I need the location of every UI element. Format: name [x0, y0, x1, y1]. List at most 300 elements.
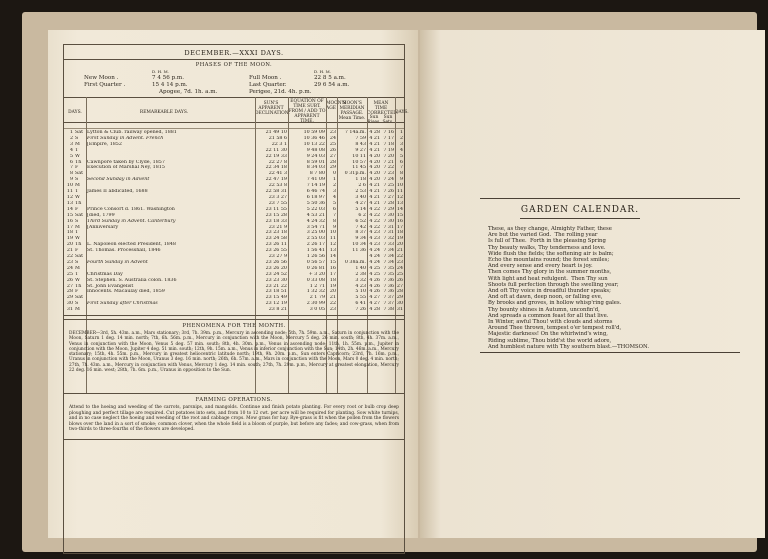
day-number-right: 24 [396, 265, 403, 271]
weekday: S [75, 259, 79, 265]
right-page [420, 30, 765, 538]
equation: 2 30 99 [306, 301, 325, 307]
header-sun-rises: Sun Rises. [367, 115, 381, 125]
remarkable-day: Innocents. Macaulay died, 1859 [87, 289, 165, 295]
sun-sets: 7 31 [383, 224, 394, 230]
sun-rises: 4 28 [369, 307, 380, 313]
weekday: Th [75, 242, 82, 248]
divider [64, 315, 404, 316]
meridian-passage: 8 37 [355, 230, 366, 236]
moon-age: 21 [329, 295, 336, 301]
meridian-passage: 5 14 [355, 206, 366, 212]
equation: 2 1 79 [309, 295, 325, 301]
remarkable-day: Fourth Sunday in Advent [87, 259, 148, 265]
equation: 1 56 41 [306, 248, 325, 254]
header-equation: EQUATION OF TIME SUBT. FROM / ADD TO APPARENT TIME. [288, 99, 326, 124]
header-sun-sets: Sun Sets. [382, 115, 394, 125]
day-number-right: 8 [399, 171, 403, 177]
sun-rises: 4 22 [369, 206, 380, 212]
declination: 22 11 30 [265, 147, 287, 153]
equation: 3 25 00 [306, 230, 325, 236]
left-page [48, 30, 418, 538]
declination: 23 11 55 [265, 206, 287, 212]
day-number: 1 [69, 130, 73, 135]
sun-sets: 7 29 [383, 206, 394, 212]
weekday: Th [75, 159, 82, 165]
poem-line: And humblest nature with Thy southern blast.—THOMSON. [488, 343, 649, 350]
equation: 3 54 71 [306, 224, 325, 230]
equation: 1 32 32 [306, 289, 325, 295]
dhm-label-right: D. H. M. [314, 69, 332, 74]
equation: 8 7 80 [309, 171, 325, 177]
weekday: S [75, 218, 79, 224]
day-number-right: 11 [396, 189, 403, 195]
sun-sets: 7 38 [383, 307, 394, 313]
day-number-right: 26 [396, 277, 403, 283]
day-number-right: 19 [396, 236, 403, 242]
weekday: F [75, 206, 79, 212]
day-number-right: 16 [396, 218, 403, 224]
meridian-passage: 10 34 [352, 242, 366, 248]
declination: 22 3 1 [271, 141, 287, 147]
equation: 5 50 36 [306, 200, 325, 206]
divider [64, 122, 404, 123]
declination: 23 3 27 [268, 194, 287, 200]
weekday: S [75, 177, 79, 183]
sun-sets: 7 16 [383, 130, 394, 135]
day-number: 15 [66, 212, 73, 218]
equation: 10 13 22 [303, 141, 325, 147]
sun-sets: 7 30 [383, 218, 394, 224]
declination: 22 27 8 [268, 159, 287, 165]
day-number-right: 5 [399, 153, 403, 159]
weekday: F [75, 289, 79, 295]
calendar-frame [63, 44, 409, 554]
book [22, 12, 757, 552]
poem-line: These, as they change, Almighty Father, these [488, 226, 612, 232]
meridian-passage: 10 57 [352, 159, 366, 165]
moon-age: 3 [332, 189, 336, 195]
day-number: 26 [66, 277, 73, 283]
sun-sets: 7 21 [383, 159, 394, 165]
declination: 23 26 55 [265, 248, 287, 254]
weekday: Sat [75, 212, 84, 218]
sun-sets: 7 24 [383, 177, 394, 183]
moon-age: 5 [332, 200, 336, 206]
declination: 23 23 18 [265, 230, 287, 236]
declination: 23 7 55 [268, 200, 287, 206]
declination: 21 58 6 [268, 135, 287, 141]
phases-title: PHASES OF THE MOON. [195, 62, 273, 68]
moon-age: 4 [332, 194, 336, 200]
remarkable-day: [died, 1799 [87, 212, 115, 218]
equation: 8 34 03 [306, 165, 325, 171]
remarkable-day: Third Sunday in Advent. Canterbury [87, 218, 176, 224]
equation: 4 53 21 [306, 212, 325, 218]
day-number: 7 [69, 165, 73, 171]
sun-rises: 4 26 [369, 289, 380, 295]
sun-rises: 4 21 [369, 141, 380, 147]
weekday: W [75, 236, 80, 242]
sun-sets: 7 36 [383, 277, 394, 283]
sun-sets: 7 19 [383, 147, 394, 153]
day-number: 10 [66, 183, 73, 189]
day-number: 4 [69, 147, 73, 153]
meridian-passage: 0 31p.m. [344, 171, 366, 177]
remarkable-day: James II abdicated, 1688 [87, 189, 148, 195]
meridian-passage: 5 55 [355, 295, 366, 301]
declination: 23 8 21 [268, 307, 287, 313]
equation: 0 33 08 [306, 277, 325, 283]
header-remarkable-days: REMARKABLE DAYS. [139, 110, 189, 115]
moon-age: 9 [332, 224, 336, 230]
sun-rises: 4 25 [369, 265, 380, 271]
day-number: 8 [69, 171, 73, 177]
meridian-passage: 3 40 [355, 194, 366, 200]
sun-rises: 4 20 [369, 165, 380, 171]
farming-text: Attend to the hoeing and weeding of the carrots, parsnips, and mangolds. Continue and finish potato planting. For every root or bulb crop deep ploughing and perfect tillage are required. Cut potatoes into sets, and from 10 to 12 cwt. per acre will be required for planting. Sow white turnips, and in no case neglect the hoeing and weeding of the root and cabbage crops. Mow grass for hay. Rye-grass is fit when the pollen from the flowers blows over the land in a sort of smoke; common clover, when the whole field is a bloom of purple, but before any fades; and cow-grass, when from two-thirds to three-fourths of the flowers are developed. [69, 405, 399, 432]
meridian-passage: 9 34 [355, 236, 366, 242]
equation: 1 2 71 [309, 283, 325, 289]
equation: 4 24 32 [306, 218, 325, 224]
day-number: 11 [66, 189, 73, 195]
day-number: 30 [66, 301, 73, 307]
moon-age: 13 [329, 248, 336, 254]
dhm-label-left: D. H. M. [152, 69, 170, 74]
day-number-right: 20 [396, 242, 403, 248]
poem-line: By brooks and groves, in hollow whisp'ring gales. [488, 300, 622, 307]
declination: 23 15 49 [265, 295, 287, 301]
header-days: DAYS. [68, 110, 82, 115]
day-number-right: 27 [396, 283, 403, 289]
sun-rises: 4 21 [369, 194, 380, 200]
calendar-row [64, 307, 404, 313]
garden-title-rule [520, 218, 640, 219]
day-number-right: 23 [396, 259, 403, 265]
moon-age: 12 [329, 242, 336, 248]
equation: 7 14 19 [306, 183, 325, 189]
sun-sets: 7 33 [383, 242, 394, 248]
day-number: 18 [66, 230, 73, 236]
moon-age: 2 [332, 183, 336, 189]
sun-sets: 7 37 [383, 301, 394, 307]
sun-sets: 7 18 [383, 141, 394, 147]
remarkable-day: Christmas Day [87, 271, 123, 277]
day-number-right: 1 [399, 130, 403, 135]
meridian-passage: 1 40 [355, 265, 366, 271]
sun-rises: 4 27 [369, 301, 380, 307]
day-number: 23 [66, 259, 73, 265]
moon-age: 10 [329, 230, 336, 236]
remarkable-day: Second Sunday in Advent [87, 177, 150, 183]
remarkable-day: Prince Consort d. 1861. Washington [87, 206, 175, 212]
moon-age: 7 [332, 212, 336, 218]
day-number-right: 17 [396, 224, 403, 230]
moon-age: 1 [332, 177, 336, 183]
equation: 5 22 03 [306, 206, 325, 212]
sun-rises: 4 26 [369, 283, 380, 289]
weekday: S [75, 301, 79, 307]
equation: 10 59 09 [303, 130, 325, 135]
weekday: T [75, 230, 79, 236]
sun-rises: 4 23 [369, 230, 380, 236]
sun-sets: 7 27 [383, 194, 394, 200]
day-number: 9 [69, 177, 73, 183]
equation: 6 46 74 [306, 189, 325, 195]
moon-age: 22 [329, 301, 336, 307]
sun-sets: 7 22 [383, 165, 394, 171]
moon-age: 20 [329, 289, 336, 295]
moon-age: 11 [329, 236, 336, 242]
day-number: 20 [66, 242, 73, 248]
moon-age: 8 [332, 218, 336, 224]
equation: 0 56 57 [306, 259, 325, 265]
remarkable-day: [Empire, 1852 [87, 141, 122, 147]
weekday: T [75, 147, 79, 153]
weekday: F [75, 248, 79, 254]
day-number: 12 [66, 194, 73, 200]
moon-age: 14 [329, 254, 336, 260]
moon-age: 19 [329, 283, 336, 289]
day-number: 5 [69, 153, 73, 159]
sun-sets: 7 34 [383, 254, 394, 260]
equation: 0 26 81 [306, 265, 325, 271]
declination: 23 18 33 [265, 218, 287, 224]
equation: 7 41 09 [306, 177, 325, 183]
day-number-right: 7 [399, 165, 403, 171]
sun-rises: 4 25 [369, 271, 380, 277]
farming-title: FARMING OPERATIONS. [195, 397, 273, 403]
equation: 2 55 03 [306, 236, 325, 242]
weekday: Th [75, 283, 82, 289]
day-number: 21 [66, 248, 73, 254]
phase-label: Last Quarter. [249, 82, 287, 88]
day-number: 17 [66, 224, 73, 230]
declination: 22 53 8 [268, 183, 287, 189]
moon-age: 16 [329, 265, 336, 271]
sun-sets: 7 36 [383, 289, 394, 295]
declination: 23 26 56 [265, 259, 287, 265]
header-days-right: DAYS. [395, 110, 409, 115]
day-number: 27 [66, 283, 73, 289]
day-number-right: 9 [399, 177, 403, 183]
divider [64, 439, 404, 440]
day-number-right: 6 [399, 159, 403, 165]
sun-sets: 7 37 [383, 295, 394, 301]
poem-line: Then comes Thy glory in the summer months, [488, 269, 612, 276]
phase-value: 29 6 54 a.m. [314, 82, 350, 88]
poem-line: Wide flush the fields; the softening air is balm; [488, 250, 614, 257]
moon-age: 18 [329, 277, 336, 283]
phase-label: First Quarter . [84, 82, 126, 88]
poem-line: Are but the varied God. The rolling year [488, 232, 598, 239]
phase-value: 22 8 5 a.m. [314, 75, 346, 81]
declination: 21 49 10 [265, 130, 287, 135]
sun-sets: 7 26 [383, 189, 394, 195]
equation: 9 24 03 [306, 153, 325, 159]
poem-line: With light and heat refulgent. Then Thy sun [488, 275, 608, 282]
sun-sets: 7 31 [383, 230, 394, 236]
poem-line: Around Thee thrown, tempest o'er tempest roll'd, [488, 325, 622, 332]
remarkable-day: Cawnpore taken by Clyde, 1857 [87, 159, 165, 165]
meridian-passage: 7 14a.m. [344, 130, 366, 135]
day-number: 3 [69, 141, 73, 147]
poem-line: Shoots full perfection through the swelling year; [488, 281, 619, 288]
moon-age: 24 [329, 135, 336, 141]
day-number-right: 21 [396, 248, 403, 254]
weekday: M [75, 183, 80, 189]
moon-age: 23 [329, 307, 336, 313]
sun-rises: 4 28 [369, 130, 380, 135]
sun-sets: 7 23 [383, 171, 394, 177]
remarkable-day: First Sunday in Advent. French [87, 135, 164, 141]
weekday: S [75, 135, 79, 141]
sun-rises: 4 22 [369, 218, 380, 224]
weekday: M [75, 265, 80, 271]
weekday: Th [75, 200, 82, 206]
moon-age: 0 [332, 171, 336, 177]
sun-rises: 4 27 [369, 295, 380, 301]
poem-line: Riding sublime, Thou bidd'st the world adore, [488, 337, 612, 344]
calendar-table [64, 130, 404, 313]
poem-line: Thy bounty shines in Autumn, unconfin'd, [488, 306, 600, 313]
sun-rises: 4 21 [369, 147, 380, 153]
phase-label: Full Moon . [249, 75, 282, 81]
apogee: Apogee, 7d. 1h. a.m. [159, 89, 218, 95]
sun-rises: 4 22 [369, 212, 380, 218]
meridian-passage: 11 45 [352, 165, 366, 171]
declination: 23 15 28 [265, 212, 287, 218]
sun-rises: 4 20 [369, 153, 380, 159]
meridian-passage: 2 53 [355, 189, 366, 195]
day-number-right: 22 [396, 254, 403, 260]
moon-age: 6 [332, 206, 336, 212]
day-number: 29 [66, 295, 73, 301]
poem [488, 226, 649, 350]
weekday: Sat [75, 130, 84, 135]
sun-rises: 4 21 [369, 189, 380, 195]
weekday: T [75, 271, 79, 277]
month-title: DECEMBER.—XXXI DAYS. [184, 49, 284, 57]
sun-rises: 4 21 [369, 183, 380, 189]
day-number-right: 18 [396, 230, 403, 236]
phase-value: 7 4 56 p.m. [152, 75, 185, 81]
day-number-right: 2 [399, 135, 403, 141]
phenomena-text: DECEMBER—3rd, 5h. 43m. a.m., Mars stationary; 3rd, 7h. 39m. p.m., Mercury in ascending node; 5th, 7h. 59m. a.m., Saturn in conjunction with the Moon, Saturn 1 deg. 14 min. north; 7th, 6h. 56m. p.m., Mercury in conjunction with the Moon, Mercury 5 deg. 26 min. south; 8th, 4h. 37m. a.m., Venus in conjunction with the Moon, Venus 5 deg. 57 min. south; 8th, 4h. 30m. p.m., Venus in ascending node; 11th, 1h. 55m. p.m., Jupiter in conjunction with the Moon, Jupiter 4 deg. 51 min. south; 12th, 9h. 15m. a.m., Venus in inferior conjunction with the Sun; 14th, 2h. 46m. a.m., Mercury stationary; 15th, 4h. 55m. p.m., Mercury in greatest heliocentric latitude north; 19th, 9h. 20m. p.m., Sun enters Capricorn; 23rd, 7h. 16m. p.m., Uranus in conjunction with the Moon, Uranus 3 deg. 16 min. north; 26th, 6h. 57m. a.m., Mars in conjunction with the Moon, Mars 0 deg. 4 min. north; 27th, 7h. 43m. a.m., Mercury in conjunction with Venus, Mercury 1 deg. 14 min. south; 27th, 7h. 29m. p.m., Mercury at greatest elongation, Mercury 22 deg. 16 min. west; 28th, 7h. 6m. p.m., Uranus in opposition to the Sun. [69, 331, 399, 374]
divider [64, 319, 404, 320]
day-number: 14 [66, 206, 73, 212]
divider [64, 128, 404, 129]
weekday: F [75, 165, 79, 171]
day-number-right: 12 [396, 194, 403, 200]
sun-sets: 7 30 [383, 212, 394, 218]
sun-sets: 7 20 [383, 153, 394, 159]
declination: 22 41 3 [268, 171, 287, 177]
declination: 23 23 30 [265, 277, 287, 283]
remarkable-day: [Anniversary [87, 224, 119, 230]
sun-sets: 7 34 [383, 259, 394, 265]
sun-sets: 7 35 [383, 265, 394, 271]
moon-age: 27 [329, 153, 336, 159]
day-number: 19 [66, 236, 73, 242]
sun-sets: 7 17 [383, 135, 394, 141]
weekday: T [75, 189, 79, 195]
equation: 8 59 01 [306, 159, 325, 165]
phenomena-title: PHENOMENA FOR THE MONTH. [182, 323, 286, 329]
moon-age: 23 [329, 130, 336, 135]
header-moon-age: MOON'S AGE [326, 101, 346, 111]
meridian-passage: 11 36 [352, 248, 366, 254]
equation: 2 26 17 [306, 242, 325, 248]
perigee: Perigee, 21d. 4h. p.m. [249, 89, 312, 95]
garden-calendar-title: GARDEN CALENDAR. [520, 205, 640, 215]
moon-age: 15 [329, 259, 336, 265]
weekday: M [75, 224, 80, 230]
poem-line: And every sense and every heart is joy. [488, 263, 593, 270]
moon-age: 29 [329, 165, 336, 171]
remarkable-day: Execution of Marshal Ney, 1815 [87, 165, 165, 171]
poem-line: And oft Thy voice in dreadful thunder speaks; [488, 288, 611, 295]
equation: 9 48 08 [306, 147, 325, 153]
meridian-passage: 7 26 [355, 307, 366, 313]
meridian-passage: 1 18 [355, 177, 366, 183]
day-number-right: 25 [396, 271, 403, 277]
weekday: M [75, 141, 80, 147]
equation: 1 26 56 [306, 254, 325, 260]
divider [64, 59, 404, 60]
sun-rises: 4 20 [369, 177, 380, 183]
day-number: 16 [66, 218, 73, 224]
sun-rises: 4 26 [369, 277, 380, 283]
divider [64, 97, 404, 98]
poem-line: Majestic darkness! On the whirlwind's wing, [488, 331, 608, 338]
divider [64, 393, 404, 394]
moon-age: 25 [329, 141, 336, 147]
sun-rises: 4 21 [369, 135, 380, 141]
declination: 23 24 58 [265, 236, 287, 242]
garden-bottom-rule [480, 352, 740, 353]
equation: 10 36 46 [303, 135, 325, 141]
sun-sets: 7 28 [383, 200, 394, 206]
sun-sets: 7 35 [383, 271, 394, 277]
sun-rises: 4 20 [369, 171, 380, 177]
weekday: Sat [75, 171, 84, 177]
header-mean-time: MEAN TIME CORRECTED. [367, 101, 399, 116]
meridian-passage: 8 43 [355, 141, 366, 147]
remarkable-day: First Sunday after Christmas [87, 301, 158, 307]
declination: 22 47 19 [265, 177, 287, 183]
declination: 23 26 20 [265, 265, 287, 271]
remarkable-day [86, 307, 255, 313]
remarkable-day: St. Thomas. Processhall, 1846 [87, 248, 161, 254]
weekday: Sat [75, 295, 84, 301]
meridian-passage: 10 11 [352, 153, 366, 159]
remarkable-day: L. Napoleon elected President, 1848 [87, 242, 176, 248]
equation: 3 0 05 [309, 307, 325, 313]
day-number-right: 10 [396, 183, 403, 189]
poem-line: Is full of Thee. Forth in the pleasing Spring [488, 238, 606, 245]
day-number-right: 28 [396, 289, 403, 295]
sun-rises: 4 24 [369, 259, 380, 265]
poem-line: In Winter, awful Thou! with clouds and storms [488, 319, 613, 326]
sun-sets: 7 32 [383, 236, 394, 242]
sun-sets: 7 34 [383, 248, 394, 254]
declination: 22 58 31 [265, 189, 287, 195]
declination: 22 19 33 [265, 153, 287, 159]
moon-age: 26 [329, 147, 336, 153]
weekday: W [75, 153, 80, 159]
phase-label: New Moon . [84, 75, 119, 81]
